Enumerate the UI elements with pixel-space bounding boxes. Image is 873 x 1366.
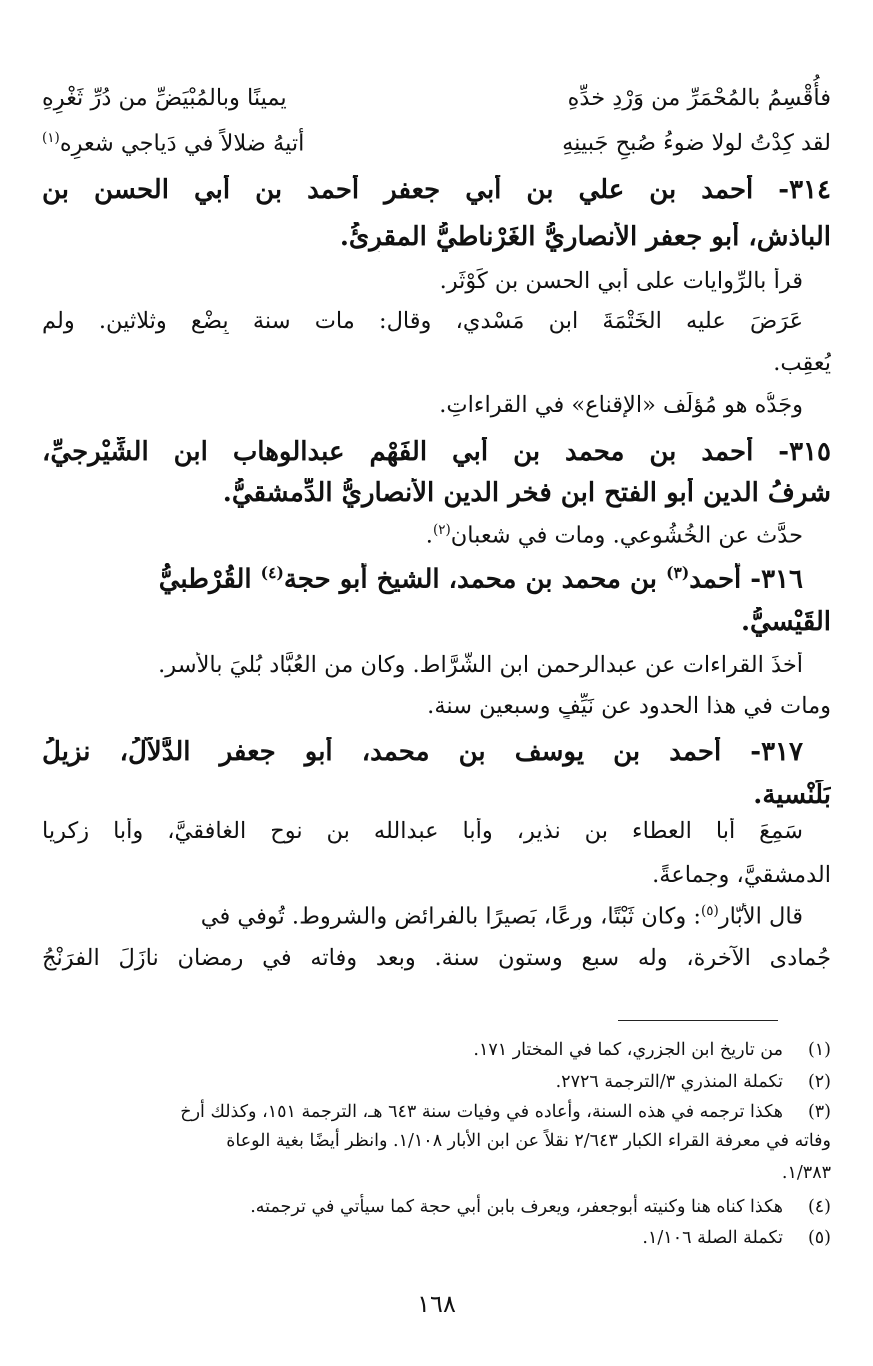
entry-text-part: . [425, 522, 433, 549]
entry-heading-part: القُرْطبيُّ [158, 564, 261, 595]
footnote-text: وفاته في معرفة القراء الكبار ٢/٦٤٣ نقلاً عن ابن الأبار ١/١٠٨. وانظر أيضًا بغية الوعاة [226, 1131, 831, 1151]
footnote-ref: (١) [42, 130, 60, 146]
entry-text: ومات في هذا الحدود عن نَيِّفٍ وسبعين سنة. [427, 693, 831, 719]
entry-heading-part: بن محمد بن محمد، الشيخ أبو حجة [283, 564, 667, 595]
entry-text [42, 903, 803, 930]
entry-heading-part: ٣١٦- أحمد [689, 564, 803, 595]
footnote-text: هكذا ترجمه في هذه السنة، وأعاده في وفيات سنة ٦٤٣ هـ، الترجمة ١٥١، وكذلك أرخ [180, 1102, 783, 1122]
entry-text: يُعقِب. [773, 350, 831, 376]
entry-heading: بَلَنْسية. [753, 780, 831, 810]
footnote-number: (٥) [807, 1228, 831, 1248]
entry-heading: ٣١٧- أحمد بن يوسف بن محمد، أبو جعفر الدَّلاَّلُ، نزيلُ [42, 737, 803, 767]
entry-heading: شرفُ الدين أبو الفتح ابن فخر الدين الأنصاريُّ الدِّمشقيُّ. [222, 478, 831, 508]
entry-heading: ٣١٤- أحمد بن علي بن أبي جعفر أحمد بن أبي الحسن بن [42, 175, 831, 205]
entry-text-part: قال الأبّار [718, 903, 803, 930]
entry-text: الدمشقيَّ، وجماعةً. [652, 862, 831, 888]
footnote-text: هكذا كناه هنا وكنيته أبوجعفر، ويعرف بابن أبي حجة كما سيأتي في ترجمته. [250, 1197, 783, 1217]
entry-text: قرأ بالرِّوايات على أبي الحسن بن كَوْثَر. [439, 268, 803, 294]
footnote-ref: (٥) [700, 903, 719, 919]
entry-heading [42, 563, 803, 595]
footnote-separator [618, 1020, 778, 1021]
verse-text: أتيهُ ضلالاً في دَياجي شعرِه [59, 130, 305, 157]
page-number: ١٦٨ [417, 1290, 456, 1318]
footnote-ref: (٤) [260, 563, 284, 582]
entry-heading: القَيْسيُّ. [740, 607, 831, 637]
footnote-number: (٣) [807, 1102, 831, 1122]
footnote-number: (١) [807, 1040, 831, 1060]
footnote-text: ١/٣٨٣. [781, 1163, 831, 1183]
entry-text: سَمِعَ أبا العطاء بن نذيرٍ، وأبا عبدالله بن نوح الغافقيَّ، وأبا زكريا [42, 818, 803, 844]
verse-hemistich-second [42, 130, 304, 157]
entry-text: جُمادى الآخرة، وله سبع وستون سنة. وبعد وفاته في رمضان نازَلَ الفرَنْجُ [42, 945, 831, 971]
footnote-text: من تاريخ ابن الجزري، كما في المختار ١٧١. [473, 1040, 783, 1060]
footnote-ref: (٢) [432, 522, 451, 538]
entry-text [42, 522, 803, 549]
entry-heading: الباذش، أبو جعفر الأنصاريُّ الغَرْناطيُّ المقرِئُ. [339, 222, 831, 252]
verse-line [42, 130, 831, 170]
footnote-number: (٢) [807, 1072, 831, 1092]
entry-heading: ٣١٥- أحمد بن محمد بن أبي الفَهْم عبدالوهاب ابن الشِّيْرجيِّ، [42, 437, 831, 467]
entry-text-part: : وكان ثَبْتًا، ورِعًا، بَصيرًا بالفرائض والشروط. تُوفي في [200, 903, 701, 930]
entry-text-part: حدَّث عن الخُشُوعي. ومات في شعبان [450, 522, 803, 549]
footnote-number: (٤) [807, 1197, 831, 1217]
verse-hemistich-first: لقد كِدْتُ لولا ضوءُ صُبحِ جَبينِهِ [562, 130, 831, 156]
footnote-text: تكملة المنذري ٣/الترجمة ٢٧٢٦. [555, 1072, 783, 1092]
footnote-ref: (٣) [666, 563, 690, 582]
entry-text: وجَدُّه هو مُؤلِّف «الإقناع» في القراءاتِ. [439, 392, 803, 418]
footnote-text: تكملة الصلة ١/١٠٦. [642, 1228, 783, 1248]
verse-hemistich-first: فأُقْسِمُ بالمُحْمَرِّ من وَرْدِ خدِّهِ [567, 85, 831, 111]
entry-text: عَرَضَ عليه الخَتْمَةَ ابن مَسْدي، وقال: مات سنة بِضْعٍ وثلاثين. ولم [42, 308, 803, 334]
verse-line [42, 85, 831, 125]
verse-hemistich-second: يمينًا وبالمُبْيَضِّ من دُرِّ ثَغْرِهِ [42, 85, 287, 111]
entry-text: أخذَ القراءات عن عبدالرحمن ابن الشَّرَّاط. وكان من العُبَّاد بُليَ بالأسر. [158, 652, 803, 678]
